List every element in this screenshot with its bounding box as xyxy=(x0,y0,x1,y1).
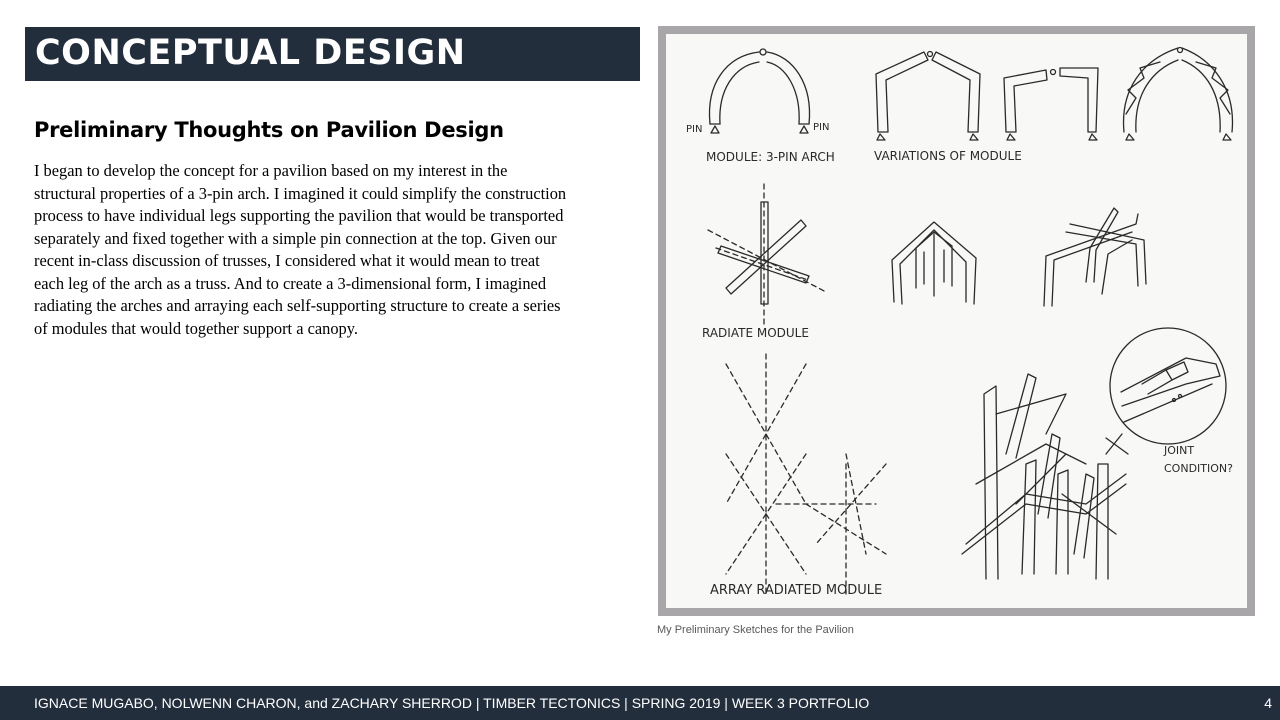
page-title: CONCEPTUAL DESIGN xyxy=(35,33,466,73)
module-label: MODULE: 3-PIN ARCH xyxy=(706,150,835,164)
paragraph-line: radiating the arches and arraying each self-supporting structure to create a series xyxy=(34,296,561,315)
joint-label-line1: JOINT xyxy=(1164,444,1195,457)
radiate-3d-sketch-1 xyxy=(892,222,976,304)
section-heading: Preliminary Thoughts on Pavilion Design xyxy=(34,118,504,142)
footer-credits: IGNACE MUGABO, NOLWENN CHARON, and ZACHARY SHERROD | TIMBER TECTONICS | SPRING 2019 | WEEK 3 PORTFOLIO xyxy=(34,695,870,711)
array-label: ARRAY RADIATED MODULE xyxy=(710,583,883,598)
array-3d-sketch xyxy=(962,374,1126,579)
variation-sketch-1 xyxy=(876,52,980,141)
radiate-3d-sketch-2 xyxy=(1044,208,1146,306)
three-pin-arch-sketch xyxy=(709,49,809,133)
paragraph-line: separately and fixed together with a simple pin connection at the top. Given our xyxy=(34,228,557,248)
title-bar xyxy=(25,27,640,81)
variations-label: VARIATIONS OF MODULE xyxy=(874,149,1022,163)
paragraph-line: process to have individual legs supporting the pavilion that would be transported xyxy=(34,206,564,225)
body-paragraph xyxy=(34,160,634,340)
paragraph-line: of modules that would together support a canopy. xyxy=(34,318,358,338)
footer-bar xyxy=(0,686,1280,720)
paragraph-line: structural properties of a 3-pin arch. I imagined it could simplify the construction xyxy=(34,183,567,203)
page-number: 4 xyxy=(1264,695,1272,711)
variation-sketch-3 xyxy=(1124,48,1233,141)
radiate-label: RADIATE MODULE xyxy=(702,326,809,340)
image-caption: My Preliminary Sketches for the Pavilion xyxy=(657,624,854,636)
joint-detail-sketch xyxy=(1106,328,1226,454)
variation-sketch-2 xyxy=(1004,68,1098,140)
pin-label-left: PIN xyxy=(686,124,703,135)
joint-label-line2: CONDITION? xyxy=(1164,462,1233,475)
pin-label-right: PIN xyxy=(813,122,830,133)
array-plan-sketch xyxy=(726,354,886,594)
sketch-image xyxy=(666,34,1247,608)
paragraph-line: each leg of the arch as a truss. And to create a 3-dimensional form, I imagined xyxy=(34,273,547,293)
paragraph-line: recent in-class discussion of trusses, I considered what it would mean to treat xyxy=(34,251,540,270)
pavilion-sketches xyxy=(666,34,1247,608)
paragraph-line: I began to develop the concept for a pavilion based on my interest in the xyxy=(34,161,508,180)
sketch-image-frame xyxy=(658,26,1255,616)
radiate-plan-sketch xyxy=(708,184,826,324)
